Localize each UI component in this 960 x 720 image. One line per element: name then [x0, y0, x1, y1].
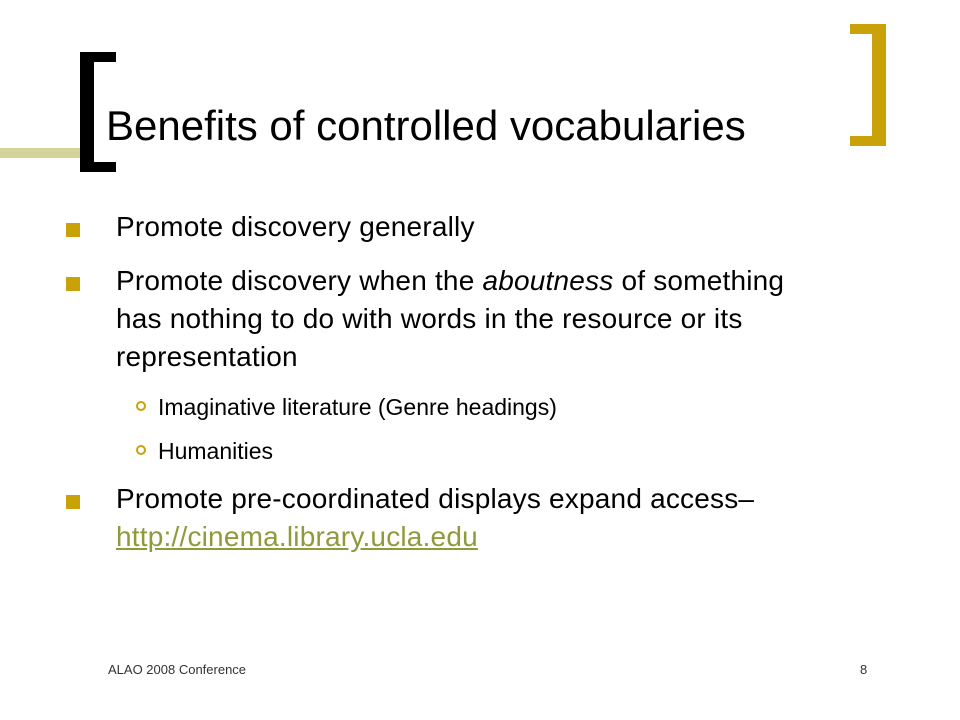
circle-bullet-icon — [136, 445, 146, 455]
bullet-item-3 — [66, 480, 826, 556]
sub-bullet-item-2 — [66, 436, 826, 466]
footer-conference-label: ALAO 2008 Conference — [108, 662, 247, 677]
sub-bullet-text: Humanities — [158, 438, 274, 464]
bullet-item-1 — [66, 208, 826, 246]
sub-bullet-list — [66, 392, 826, 466]
circle-bullet-icon — [136, 401, 146, 411]
cinema-library-link[interactable]: http://cinema.library.ucla.edu — [116, 521, 478, 552]
left-bracket-decoration — [80, 52, 94, 172]
bullet-text: Promote pre-coordinated displays expand access– — [116, 483, 755, 514]
bullet-emphasis: aboutness — [482, 265, 614, 296]
page-number: 8 — [860, 662, 868, 677]
bullet-text-after: of something has nothing to do with words in the resource or its representation — [116, 265, 785, 372]
square-bullet-icon — [66, 277, 80, 291]
slide-title: Benefits of controlled vocabularies — [106, 102, 746, 149]
bullet-item-2 — [66, 262, 826, 376]
sub-bullet-item-1 — [66, 392, 826, 422]
sub-bullet-text: Imaginative literature (Genre headings) — [158, 394, 557, 420]
right-bracket-decoration — [846, 24, 886, 146]
title-accent-line — [0, 148, 82, 158]
square-bullet-icon — [66, 223, 80, 237]
bullet-text-before: Promote discovery when the — [116, 265, 483, 296]
bullet-list — [66, 208, 826, 572]
bullet-text: Promote discovery generally — [116, 211, 475, 242]
square-bullet-icon — [66, 495, 80, 509]
